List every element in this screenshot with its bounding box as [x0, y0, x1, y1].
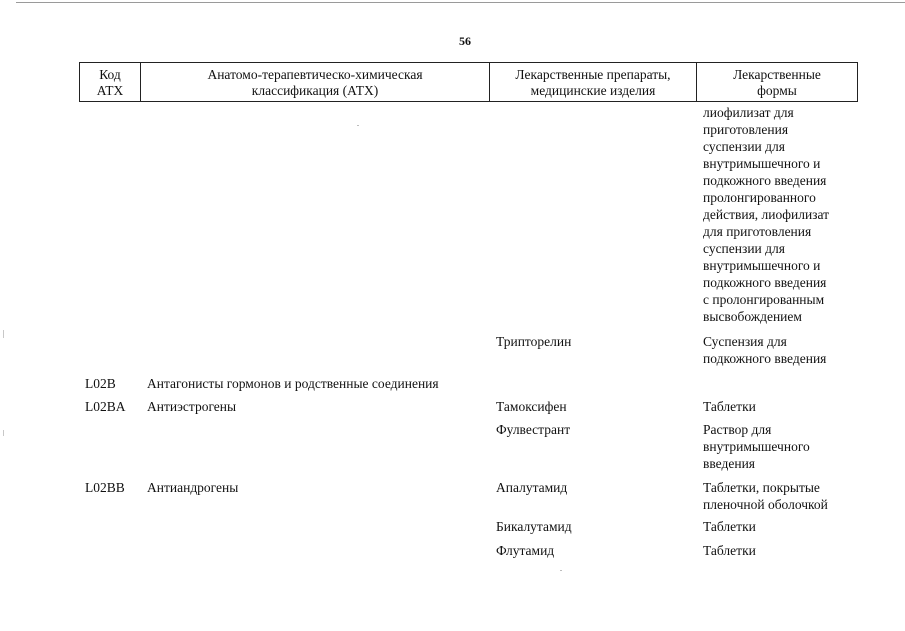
form-cell	[703, 479, 828, 513]
form-line: пролонгированного	[703, 190, 816, 205]
drug-name: Фулвестрант	[496, 422, 571, 437]
header-classification-line: Анатомо-терапевтическо-химическая	[207, 66, 423, 82]
atc-code: L02B	[85, 376, 116, 391]
header-drugs-cell	[490, 63, 697, 101]
form-line: подкожного введения	[703, 351, 827, 366]
form-line: внутримышечного	[703, 439, 810, 454]
form-line: Таблетки	[703, 399, 756, 414]
form-line: приготовления	[703, 122, 789, 137]
form-cell	[703, 333, 826, 367]
form-line: подкожного введения	[703, 173, 827, 188]
form-line: суспензии для	[703, 241, 785, 256]
header-drugs-line: медицинские изделия	[530, 82, 656, 98]
atc-classification: Антагонисты гормонов и родственные соединения	[147, 376, 439, 391]
form-line: Раствор для	[703, 422, 772, 437]
header-forms-line: формы	[757, 82, 797, 98]
form-line: лиофилизат для	[703, 105, 794, 120]
header-classification-line: классификация (АТХ)	[251, 82, 379, 98]
form-line: Таблетки, покрытые	[703, 480, 820, 495]
scan-margin-mark	[3, 430, 4, 436]
page-number: 56	[459, 34, 471, 48]
page-top-edge	[16, 2, 905, 3]
form-line: для приготовления	[703, 224, 812, 239]
form-line: Таблетки	[703, 519, 756, 534]
drug-name: Флутамид	[496, 543, 555, 558]
header-code-cell	[80, 63, 141, 101]
drug-name: Трипторелин	[496, 334, 572, 349]
scan-speck	[560, 570, 562, 571]
form-line: суспензии для	[703, 139, 785, 154]
header-forms-cell	[697, 63, 857, 101]
continued-form-cell	[703, 104, 829, 325]
form-line: Таблетки	[703, 543, 756, 558]
drug-name: Апалутамид	[496, 480, 568, 495]
form-line: введения	[703, 456, 756, 471]
form-line: внутримышечного и	[703, 258, 821, 273]
table-header	[79, 62, 858, 102]
header-classification-cell	[141, 63, 490, 101]
form-line: внутримышечного и	[703, 156, 821, 171]
form-line: пленочной оболочкой	[703, 497, 828, 512]
form-line: с пролонгированным	[703, 292, 825, 307]
atc-classification: Антиандрогены	[147, 480, 239, 495]
form-cell	[703, 421, 810, 472]
header-forms-line: Лекарственные	[733, 66, 821, 82]
scan-margin-mark	[3, 330, 4, 338]
form-line: подкожного введения	[703, 275, 827, 290]
form-line: высвобождением	[703, 309, 802, 324]
atc-code: L02BB	[85, 480, 125, 495]
form-line: действия, лиофилизат	[703, 207, 830, 222]
atc-classification: Антиэстрогены	[147, 399, 237, 414]
drug-name: Тамоксифен	[496, 399, 567, 414]
header-code-line: АТХ	[96, 82, 124, 98]
form-line: Суспензия для	[703, 334, 787, 349]
header-drugs-line: Лекарственные препараты,	[515, 66, 671, 82]
scan-speck	[357, 125, 359, 126]
header-code-line: Код	[99, 66, 121, 82]
drug-name: Бикалутамид	[496, 519, 572, 534]
atc-code: L02BA	[85, 399, 126, 414]
